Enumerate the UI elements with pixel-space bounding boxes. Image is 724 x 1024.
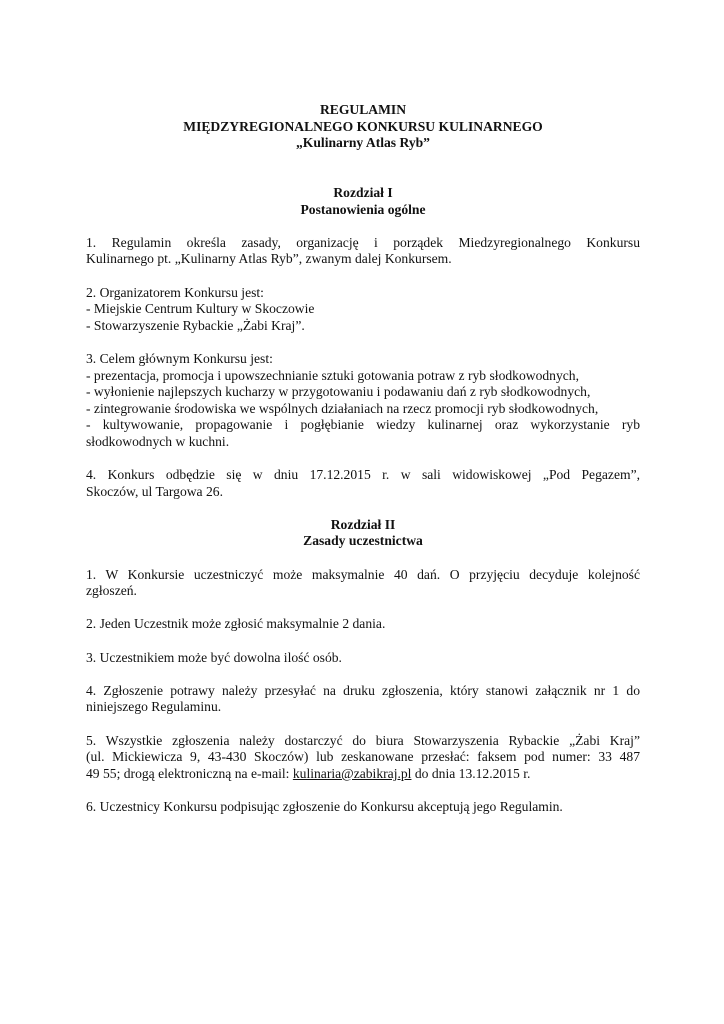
title-contest-subtitle: „Kulinarny Atlas Ryb”	[296, 135, 430, 151]
document-title	[86, 102, 640, 152]
chapter-2-title: Zasady uczestnictwa	[303, 533, 423, 549]
text-line: (ul. Mickiewicza 9, 43-430 Skoczów) lub zeskanowane przesłać: faksem pod numer: 33 487	[86, 749, 640, 765]
text-line: 2. Organizatorem Konkursu jest:	[86, 284, 264, 300]
chapter-2-paragraph-6	[86, 799, 640, 816]
text-line	[86, 766, 640, 783]
text-line: 4. Konkurs odbędzie się w dniu 17.12.2015 r. w sali widowiskowej „Pod Pegazem”,	[86, 467, 640, 483]
chapter-1-number: Rozdział I	[333, 184, 393, 200]
text-line: zgłoszeń.	[86, 583, 137, 599]
email-link[interactable]: kulinaria@zabikraj.pl	[292, 765, 412, 781]
text-line: - prezentacja, promocja i upowszechnianie sztuki gotowania potraw z ryb słodkowodnych,	[86, 367, 579, 383]
chapter-1-paragraph-4	[86, 467, 640, 500]
text-line: 6. Uczestnicy Konkursu podpisując zgłoszenie do Konkursu akceptują jego Regulamin.	[86, 798, 563, 814]
chapter-2-paragraph-5	[86, 733, 640, 783]
chapter-1-heading	[86, 185, 640, 218]
title-regulamin: REGULAMIN	[319, 102, 407, 117]
chapter-1-paragraph-2	[86, 285, 640, 335]
text-line: - kultywowanie, propagowanie i pogłębianie wiedzy kulinarnej oraz wykorzystanie ryb	[86, 417, 640, 433]
chapter-1-paragraph-3	[86, 351, 640, 451]
text-line: - wyłonienie najlepszych kucharzy w przygotowaniu i podawaniu dań z ryb słodkowodnych,	[86, 384, 591, 400]
text-line: 4. Zgłoszenie potrawy należy przesyłać na druku zgłoszenia, który stanowi załącznik nr 1 do	[86, 682, 640, 698]
chapter-2-heading	[86, 517, 640, 550]
text-line: 2. Jeden Uczestnik może zgłosić maksymalnie 2 dania.	[86, 616, 386, 632]
chapter-1-paragraph-1	[86, 235, 640, 268]
chapter-2-paragraph-3	[86, 650, 640, 667]
text-line: 1. W Konkursie uczestniczyć może maksymalnie 40 dań. O przyjęciu decyduje kolejność	[86, 566, 640, 582]
text-line: Skoczów, ul Targowa 26.	[86, 483, 223, 499]
text-line: 3. Celem głównym Konkursu jest:	[86, 350, 273, 366]
chapter-1-title: Postanowienia ogólne	[300, 201, 426, 217]
text-line: niniejszego Regulaminu.	[86, 699, 222, 715]
text-line: - zintegrowanie środowiska we wspólnych działaniach na rzecz promocji ryb słodkowodnych,	[86, 400, 599, 416]
text-line: - Miejskie Centrum Kultury w Skoczowie	[86, 301, 315, 317]
text-fragment: 49 55; drogą elektroniczną na e-mail:	[86, 765, 293, 781]
text-line: 5. Wszystkie zgłoszenia należy dostarczyć do biura Stowarzyszenia Rybackie „Żabi Kraj”	[86, 732, 640, 748]
title-contest-name: MIĘDZYREGIONALNEGO KONKURSU KULINARNEGO	[183, 118, 543, 134]
text-line: słodkowodnych w kuchni.	[86, 433, 230, 449]
chapter-2-paragraph-4	[86, 683, 640, 716]
text-line: 1. Regulamin określa zasady, organizację i porządek Miedzyregionalnego Konkursu	[86, 234, 640, 250]
text-line: 3. Uczestnikiem może być dowolna ilość osób.	[86, 649, 342, 665]
chapter-2-number: Rozdział II	[330, 516, 396, 532]
text-fragment: do dnia 13.12.2015 r.	[411, 765, 531, 781]
chapter-2-paragraph-2	[86, 616, 640, 633]
chapter-2-paragraph-1	[86, 567, 640, 600]
text-line: - Stowarzyszenie Rybackie „Żabi Kraj”.	[86, 317, 305, 333]
text-line: Kulinarnego pt. „Kulinarny Atlas Ryb”, zwanym dalej Konkursem.	[86, 251, 452, 267]
document-page	[86, 102, 640, 816]
